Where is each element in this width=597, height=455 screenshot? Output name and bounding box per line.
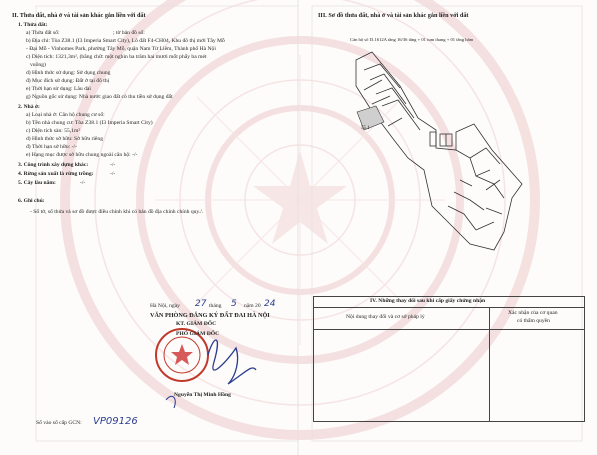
changes-col-content: Nội dung thay đổi và cơ sở pháp lý [346, 314, 425, 320]
sign-month-label: tháng [209, 303, 222, 309]
house-shared-items: e) Hạng mục được sở hữu chung ngoài căn hộ: -/- [26, 152, 138, 158]
changes-col-confirm-cont: có thẩm quyền [517, 318, 550, 324]
land-parcel-number: a) Thửa đất số: [26, 30, 60, 36]
apartment-area-label: 55.1 [361, 126, 370, 131]
land-use-form: d) Hình thức sử dụng: Sử dụng chung [26, 70, 111, 76]
land-parcel-heading: 1. Thửa đất: [18, 22, 48, 28]
forest-value: -/- [110, 171, 116, 177]
sign-place: Hà Nội, ngày [150, 303, 180, 309]
changes-table-title: IV. Những thay đổi sau khi cấp giấy chứng nhận [370, 298, 486, 304]
house-heading: 2. Nhà ở: [18, 104, 40, 110]
house-floor-area: c) Diện tích sàn: 55,1m² [26, 128, 81, 134]
changes-col-confirm: Xác nhận của cơ quan [508, 310, 558, 316]
changes-table-column-divider [489, 307, 490, 421]
kt-director: KT. GIÁM ĐỐC [176, 321, 217, 327]
certificate-number: VP09126 [93, 416, 138, 427]
land-map-sheet: ; tờ bản đồ số: [113, 30, 145, 36]
land-address-cont: - Đại Mỗ - Vinhomes Park, phường Tây Mỗ, quận Nam Từ Liêm, Thành phố Hà Nội [26, 46, 216, 52]
sign-day: 27 [195, 299, 207, 309]
perennial-value: -/- [80, 180, 86, 186]
other-works-value: -/- [110, 162, 116, 168]
house-ownership-form: d) Hình thức sở hữu: Sở hữu riêng [26, 136, 104, 142]
sign-year: 24 [264, 299, 276, 309]
certificate-number-label: Số vào sổ cấp GCN: [36, 420, 82, 426]
changes-table-divider [313, 307, 584, 308]
land-area-cont: vuông) [30, 62, 46, 68]
notes-heading: 6. Ghi chú: [18, 198, 45, 204]
sign-year-label: năm 20 [244, 303, 261, 309]
land-address: b) Địa chỉ: Tòa Z38.1 (I3 Imperia Smart City), Lô đất F4-CH04, Khu đô thị mới Tây Mỗ [26, 38, 225, 44]
land-use-term: e) Thời hạn sử dụng: Lâu dài [26, 86, 91, 92]
notes-text: - Số tờ, số thửa và sơ đồ được điều chỉnh khi có bản đồ địa chính chính quy./. [30, 209, 204, 215]
section-ii-heading: II. Thửa đất, nhà ở và tài sản khác gắn liền với đất [12, 12, 146, 19]
other-works-heading: 3. Công trình xây dựng khác: [18, 162, 89, 168]
land-use-origin: g) Nguồn gốc sử dụng: Nhà nước giao đất có thu tiền sử dụng đất [26, 94, 173, 100]
floor-plan-note: Căn hộ số I3.1612A tầng 16/36 tầng + 01 tum thang + 01 tầng hầm [350, 37, 474, 42]
sign-month: 5 [231, 299, 237, 309]
forest-heading: 4. Rừng sản xuất là rừng trồng: [18, 171, 94, 177]
house-type: a) Loại nhà ở: Căn hộ chung cư số: [26, 112, 105, 118]
issuing-office: VĂN PHÒNG ĐĂNG KÝ ĐẤT ĐAI HÀ NỘI [150, 312, 270, 319]
house-building-name: b) Tên nhà chung cư: Tòa Z38.1 (I3 Imperia Smart City) [26, 120, 153, 126]
house-ownership-term: đ) Thời hạn sở hữu: -/- [26, 144, 77, 150]
vice-director: PHÓ GIÁM ĐỐC [176, 331, 220, 337]
signer-name: Nguyễn Thị Minh Hồng [174, 392, 231, 398]
land-use-purpose: đ) Mục đích sử dụng: Đất ở tại đô thị [26, 78, 110, 84]
perennial-heading: 5. Cây lâu năm: [18, 180, 56, 186]
changes-table-header-divider [313, 329, 584, 330]
section-iii-heading: III. Sơ đồ thửa đất, nhà ở và tài sản khác gắn liền với đất [318, 12, 469, 19]
land-area: c) Diện tích: 1321,3m², (bằng chữ: một nghìn ba trăm hai mươi mốt phẩy ba mét [26, 54, 207, 60]
